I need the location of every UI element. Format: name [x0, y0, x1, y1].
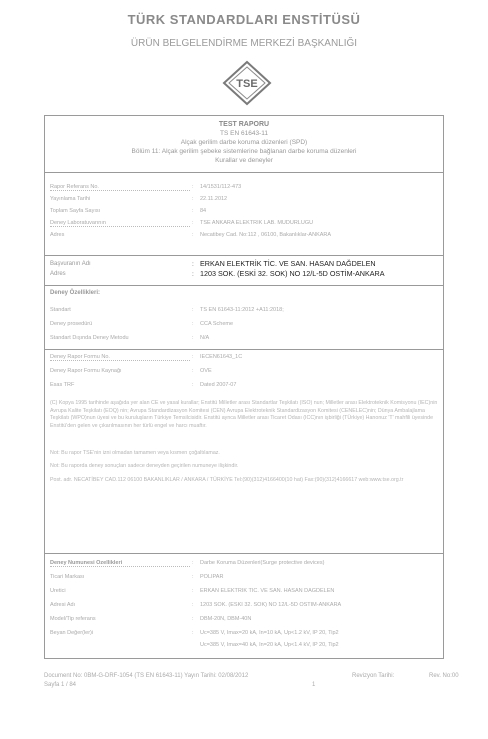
- copyright-paragraph: (C) Kopya 1995 tarihinde aşağıda yer alan CE ve yasal kurallar; Enstitü Milletler arası Standartlar Teşkilatı (ISO) nun; Milletler arası Elektroteknik Komisyonu (IEC)nin Avrupa Kalite Teşkilatı (EOQ) nin; Avrupa Standardizasyon Komitesi (CEN) Avrupa Elektroteknik Standardizasyon Komitesi (CENELEC)nin; Dünya Ambalajlama Teşkilatı (WPO)nun üyesi ve bu kuruluşların Türkiye Temsilcisidir. Enstitü aynca Milletler arası Ticaret Odası (ICC)nın işbirliği (TÜrkiye) Hanonuz 'T' mahfili üyesinde Enstitü'den gelen ve çıkarılmasının her türlü engel ve harcı muaftır.: [50, 400, 438, 429]
- divider: [44, 349, 444, 350]
- sample-row: Ticari Markası : POLİPAR: [50, 574, 224, 580]
- revision-number: Rev. No:00: [429, 673, 459, 679]
- standard-part: Bölüm 11: Alçak gerilim şebeke sistemlerine bağlanan darbe koruma düzenleri: [131, 148, 357, 155]
- page-number: Sayfa 1 / 84: [44, 682, 77, 688]
- test-spec-heading: Deney Özellikleri:: [50, 290, 101, 296]
- copy-note: Not: Bu rapor TSE'nin izni olmadan tamamen veya kısmen çoğaltılamaz.: [50, 450, 220, 456]
- department-name: ÜRÜN BELGELENDİRME MERKEZİ BAŞKANLIĞI: [130, 38, 358, 49]
- divider: [44, 172, 444, 173]
- info-row: Rapor Referans No. : 14/1531/112-473: [50, 184, 242, 190]
- report-title: TEST RAPORU: [218, 121, 270, 128]
- applicant-address-label: Adres: [50, 271, 66, 277]
- spec-row: Standart : TS EN 61643-11:2012 +A11:2018;: [50, 307, 284, 313]
- info-row: Adres : Necatibey Cad. No:112 , 06100, Bakanlıklar-ANKARA: [50, 232, 332, 238]
- document-number: Document No: 0BM-G-DRF-1054 (TS EN 61643-11) Yayın Tarihi: 02/08/2012: [44, 673, 249, 679]
- postal-address: Post. adr. NECATİBEY CAD.112 06100 BAKANLIKLAR / ANKARA / TÜRKİYE Tel:(90)(312)4166400(10 hat) Fax:(90)(312)4166617 web:www.tse.org.tr: [50, 477, 404, 483]
- info-row: Toplam Sayfa Sayısı : 84: [50, 208, 207, 214]
- info-row: Yayınlama Tarihi : 22.11.2012: [50, 196, 228, 202]
- institute-name: TÜRK STANDARDLARI ENSTİTÜSÜ: [127, 12, 361, 27]
- footer-mark: 1: [312, 682, 316, 688]
- sample-row: Adresi Adı : 1203 SOK. (ESKİ 32. SOK) NO 12/L-5D OSTİM-ANKARA: [50, 602, 342, 608]
- form-row: Deney Rapor Formu No. : IECEN61643_1C: [50, 354, 243, 360]
- svg-text:TSE: TSE: [236, 78, 258, 90]
- applicant-block: Başvuranın Adı : ERKAN ELEKTRİK TİC. VE SAN. HASAN DAĞDELEN Adres : 1203 SOK. (ESKİ 32. SOK) NO 12/L-5D OSTİM-ANKARA: [50, 259, 385, 278]
- divider: [44, 255, 444, 256]
- results-note: Not: Bu raporda deney sonuçları sadece deneyden geçirilen numuneye ilişkindir.: [50, 463, 239, 469]
- form-row: Esas TRF : Dated 2007-07: [50, 382, 237, 388]
- applicant-name-label: Başvuranın Adı: [50, 261, 91, 267]
- form-row: Deney Rapor Formu Kaynağı : OVE: [50, 368, 212, 374]
- revision-date: Revizyon Tarihi:: [352, 673, 395, 679]
- report-title-block: [44, 120, 444, 165]
- applicant-address: 1203 SOK. (ESKİ 32. SOK) NO 12/L-5D OSTİM-ANKARA: [200, 269, 385, 278]
- spec-row: Deney prosedürü : CCA Scheme: [50, 321, 234, 327]
- standard-number: TS EN 61643-11: [220, 130, 268, 137]
- info-row: Deney Laboratuvarının : TSE ANKARA ELEKTRİK LAB. MÜDÜRLÜĞÜ: [50, 220, 314, 226]
- applicant-name: ERKAN ELEKTRİK TİC. VE SAN. HASAN DAĞDELEN: [200, 259, 376, 268]
- sample-heading-row: Deney Numunesi Özellikleri : Darbe Koruma Düzenleri(Surge protective devices): [50, 560, 325, 566]
- sample-row: Model/Tip referans : DBM-20N, DBM-40N: [50, 616, 252, 622]
- standard-title: Alçak gerilim darbe koruma düzenleri (SPD): [180, 139, 308, 146]
- standard-subtitle: Kurallar ve deneyler: [215, 157, 273, 164]
- sample-row: Üretici : ERKAN ELEKTRİK TİC. VE SAN. HASAN DAĞDELEN: [50, 588, 335, 594]
- sample-row: Uc=385 V, Imax=40 kA, In=20 kA, Up<1.4 kV, IP 20, Tip2: [200, 642, 339, 648]
- sample-row: Beyan Değer(ler)i : Uc=385 V, Imax=20 kA, In=10 kA, Up<1.2 kV, IP 20, Tip2: [50, 630, 339, 636]
- divider: [44, 285, 444, 286]
- spec-row: Standart Dışında Deney Metodu : N/A: [50, 335, 210, 341]
- divider: [44, 553, 444, 554]
- tse-logo-icon: [222, 60, 272, 106]
